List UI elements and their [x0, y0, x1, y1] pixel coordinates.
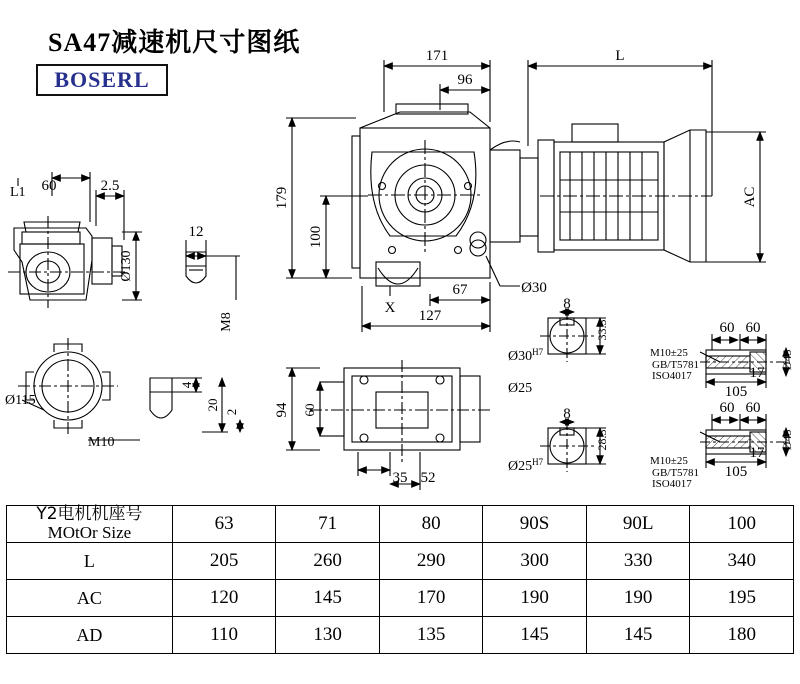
row-header-motor-size: [7, 506, 173, 543]
dim-key30-8: 8: [563, 296, 571, 312]
dim-60-mid: 60: [302, 403, 317, 417]
dim-33-3: 33.3: [595, 319, 609, 341]
page-title: SA47减速机尺寸图纸: [48, 28, 301, 57]
dim-M10: M10: [88, 435, 115, 450]
cell-AC-0: 120: [172, 580, 275, 617]
row-header-AD: AD: [7, 617, 173, 654]
table-row: [7, 580, 794, 617]
dim-flange2-60b: 60: [745, 400, 761, 416]
specification-table: [6, 505, 794, 654]
cell-motor-size-0: 63: [172, 506, 275, 543]
cell-AC-5: 195: [690, 580, 794, 617]
dim-67: 67: [452, 282, 468, 298]
dim-12: 12: [188, 224, 204, 240]
cell-L-2: 290: [379, 543, 482, 580]
cell-AC-4: 190: [586, 580, 690, 617]
dim-flange-60b: 60: [745, 320, 761, 336]
dim-flange2-60a: 60: [719, 400, 735, 416]
cell-AC-1: 145: [276, 580, 379, 617]
brand-logo-text: BOSERL: [54, 67, 150, 92]
dim-179: 179: [274, 186, 290, 210]
flange2-standard-1: GB/T5781: [652, 467, 700, 479]
dim-100: 100: [308, 225, 324, 249]
dim-dia30-detail: $Ø30^{H7}$: [508, 347, 544, 364]
dim-key25-8: 8: [563, 406, 571, 422]
flange2-standard-2: ISO4017: [652, 478, 692, 490]
dim-flange-dia45: Ø45: [780, 349, 794, 371]
cell-L-0: 205: [172, 543, 275, 580]
dim-flange2-17: 17: [749, 445, 765, 461]
dim-flange-17: 17: [749, 365, 765, 381]
cell-AC-2: 170: [379, 580, 482, 617]
cell-AC-3: 190: [483, 580, 587, 617]
cell-AD-4: 145: [586, 617, 690, 654]
dim-X: X: [384, 300, 396, 316]
cell-L-3: 300: [483, 543, 587, 580]
dim-AC: AC: [742, 186, 758, 208]
flange2-bolt-spec: M10±25: [650, 455, 688, 467]
dim-L: L: [615, 48, 625, 64]
dim-L1: L1: [10, 185, 26, 200]
table-row: [7, 617, 794, 654]
flange-bolt-spec: M10±25: [650, 347, 688, 359]
dim-dia130: Ø130: [119, 250, 134, 282]
table-row: [7, 506, 794, 543]
flange-standard-1: GB/T5781: [652, 359, 700, 371]
dim-flange-60a: 60: [719, 320, 735, 336]
dim-127: 127: [418, 308, 442, 324]
cell-L-1: 260: [276, 543, 379, 580]
row-header-line2: MOtOr Size: [47, 523, 132, 542]
cell-motor-size-2: 80: [379, 506, 482, 543]
cell-AD-0: 110: [172, 617, 275, 654]
cell-AD-3: 145: [483, 617, 587, 654]
dim-flange2-105: 105: [724, 464, 748, 480]
dim-4: 4: [179, 381, 194, 389]
dim-flange2-dia45: Ø45: [780, 429, 794, 451]
dim-96: 96: [457, 72, 473, 88]
cell-L-5: 340: [690, 543, 794, 580]
dim-171: 171: [425, 48, 449, 64]
cell-AD-1: 130: [276, 617, 379, 654]
dim-flange-105: 105: [724, 384, 748, 400]
dim-2-5: 2.5: [100, 178, 120, 194]
cell-L-4: 330: [586, 543, 690, 580]
dim-dia25-detail: $Ø25^{H7}$: [508, 457, 544, 474]
cell-motor-size-3: 90S: [483, 506, 587, 543]
dim-dia115: Ø115: [5, 393, 36, 408]
cell-motor-size-1: 71: [276, 506, 379, 543]
dim-M8: M8: [219, 312, 234, 332]
dim-dia30-main: Ø30: [521, 280, 547, 296]
dim-28-3: 28.3: [595, 429, 609, 451]
cell-motor-size-5: 100: [690, 506, 794, 543]
dim-2: 2: [224, 408, 239, 416]
dim-dia25-label: Ø25: [508, 381, 533, 396]
row-header-L: L: [7, 543, 173, 580]
cell-AD-5: 180: [690, 617, 794, 654]
dim-60-left: 60: [41, 178, 57, 194]
row-header-line1: Y2电机机座号: [36, 504, 143, 525]
flange-standard-2: ISO4017: [652, 370, 692, 382]
dim-52: 52: [420, 470, 436, 486]
cell-motor-size-4: 90L: [586, 506, 690, 543]
dim-20: 20: [205, 398, 220, 412]
table-row: [7, 543, 794, 580]
dim-94: 94: [274, 402, 290, 418]
dim-35: 35: [392, 470, 408, 486]
row-header-AC: AC: [7, 580, 173, 617]
cell-AD-2: 135: [379, 617, 482, 654]
